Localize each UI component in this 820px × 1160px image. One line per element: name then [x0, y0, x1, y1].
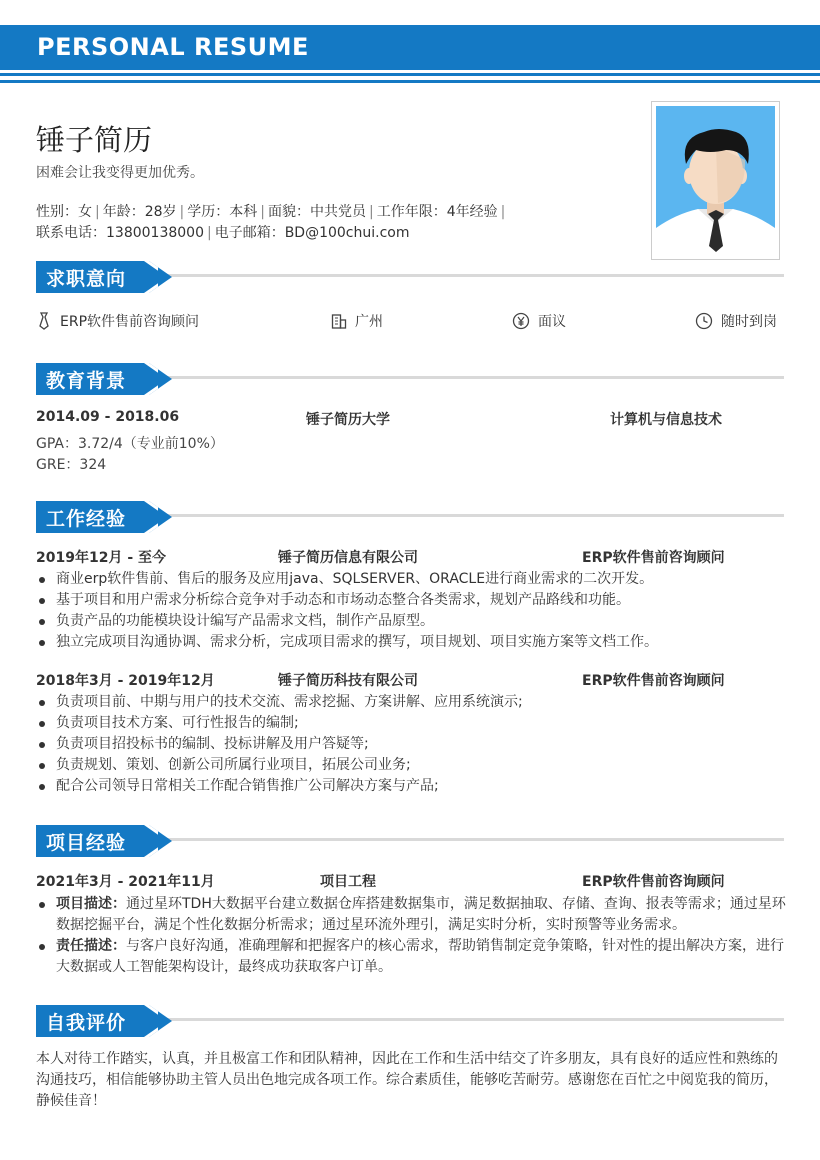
intent-city	[331, 311, 383, 331]
section-header-intent	[36, 261, 784, 297]
yen-icon	[512, 312, 530, 330]
avatar	[656, 106, 775, 255]
section-title: 教育背景	[46, 370, 127, 392]
clock-icon	[695, 312, 713, 330]
intent-salary-text: 面议	[538, 314, 566, 330]
intent-position-text: ERP软件售前咨询顾问	[60, 314, 200, 330]
intent-salary	[512, 311, 566, 331]
work-1-period: 2019年12月 - 至今	[36, 550, 167, 566]
avatar-illustration-icon	[656, 106, 775, 255]
project-duty-text: 与客户良好沟通，准确理解和把握客户的核心需求，帮助销售制定竞争策略，针对性的提出解决方案，进行大数据或人工智能架构设计，最终成功获取客户订单。	[56, 938, 784, 975]
building-icon	[331, 313, 347, 329]
section-rule	[156, 376, 784, 379]
project-description-text: 通过星环TDH大数据平台建立数据仓库搭建数据集市，满足数据抽取、存储、查询、报表等需求；通过星环数据挖掘平台，满足个性化数据分析需求；通过星环流外理引，满足实时分析，实时预警等业务需求。	[56, 896, 786, 933]
list-item: 负责项目招投标书的编制、投标讲解及用户答疑等;	[36, 734, 786, 755]
basic-info-line-2: 联系电话：13800138000 | 电子邮箱：BD@100chui.com	[36, 225, 410, 241]
section-rule	[156, 514, 784, 517]
work-years: 工作年限：4年经验	[376, 204, 498, 220]
candidate-name: 锤子简历	[36, 123, 153, 157]
education-gpa: GPA：3.72/4（专业前10%）	[36, 436, 224, 452]
project-duty	[36, 936, 786, 978]
intent-city-text: 广州	[355, 314, 383, 330]
resume-title: PERSONAL RESUME	[37, 33, 309, 61]
phone: 联系电话：13800138000	[36, 225, 204, 241]
list-item: 负责项目前、中期与用户的技术交流、需求挖掘、方案讲解、应用系统演示;	[36, 692, 786, 713]
work-1-company: 锤子简历信息有限公司	[278, 550, 418, 566]
project-description-label: 项目描述：	[56, 896, 126, 912]
candidate-motto: 困难会让我变得更加优秀。	[36, 165, 204, 181]
list-item: 负责产品的功能模块设计编写产品需求文档，制作产品原型。	[36, 611, 786, 632]
political-status: 面貌：中共党员	[267, 204, 366, 220]
section-rule	[156, 838, 784, 841]
email: 电子邮箱：BD@100chui.com	[214, 225, 410, 241]
intent-availability-text: 随时到岗	[721, 314, 777, 330]
project-details	[36, 894, 786, 978]
education-major: 计算机与信息技术	[610, 412, 722, 428]
intent-position	[36, 311, 199, 331]
education-school: 锤子简历大学	[306, 412, 390, 428]
project-name: 项目工程	[320, 874, 376, 890]
list-item: 负责规划、策划、创新公司所属行业项目，拓展公司业务;	[36, 755, 786, 776]
work-2-company: 锤子简历科技有限公司	[278, 673, 418, 689]
project-role: ERP软件售前咨询顾问	[582, 874, 725, 890]
list-item: 独立完成项目沟通协调、需求分析，完成项目需求的撰写，项目规划、项目实施方案等文档工作。	[36, 632, 786, 653]
basic-info-line-1: 性别：女 | 年龄：28岁 | 学历：本科 | 面貌：中共党员 | 工作年限：4年经验 |	[36, 204, 506, 220]
intent-availability	[695, 311, 777, 331]
list-item: 负责项目技术方案、可行性报告的编制;	[36, 713, 786, 734]
education-level: 学历：本科	[187, 204, 258, 220]
education-gre: GRE：324	[36, 457, 107, 473]
education-period: 2014.09 - 2018.06	[36, 409, 180, 425]
project-period: 2021年3月 - 2021年11月	[36, 874, 215, 890]
header-rule-1	[0, 73, 820, 76]
self-evaluation: 本人对待工作踏实，认真，并且极富工作和团队精神，因此在工作和生活中结交了许多朋友，具有良好的适应性和熟练的沟通技巧，相信能够协助主管人员出色地完成各项工作。综合素质佳，能够吃苦耐劳。感谢您在百忙之中阅览我的简历，静候佳音！	[36, 1051, 778, 1109]
project-duty-label: 责任描述：	[56, 938, 126, 954]
avatar-frame	[651, 101, 780, 260]
section-title: 求职意向	[46, 268, 127, 290]
section-header-work	[36, 501, 784, 537]
gender: 性别：女	[36, 204, 92, 220]
section-title: 项目经验	[46, 832, 127, 854]
work-2-period: 2018年3月 - 2019年12月	[36, 673, 215, 689]
section-rule	[156, 1018, 784, 1021]
section-header-project	[36, 825, 784, 861]
list-item: 商业erp软件售前、售后的服务及应用java、SQLSERVER、ORACLE进行商业需求的二次开发。	[36, 569, 786, 590]
project-description	[36, 894, 786, 936]
work-2-title: ERP软件售前咨询顾问	[582, 673, 725, 689]
section-title: 自我评价	[46, 1012, 127, 1034]
list-item: 基于项目和用户需求分析综合竞争对手动态和市场动态整合各类需求，规划产品路线和功能。	[36, 590, 786, 611]
section-header-self	[36, 1005, 784, 1041]
section-header-education	[36, 363, 784, 399]
tie-icon	[36, 312, 52, 330]
work-2-duties	[36, 692, 786, 797]
section-rule	[156, 274, 784, 277]
header-banner	[0, 25, 820, 85]
list-item: 配合公司领导日常相关工作配合销售推广公司解决方案与产品;	[36, 776, 786, 797]
age: 年龄：28岁	[102, 204, 177, 220]
work-1-title: ERP软件售前咨询顾问	[582, 550, 725, 566]
work-1-duties	[36, 569, 786, 653]
header-rule-2	[0, 80, 820, 83]
section-title: 工作经验	[46, 508, 127, 530]
